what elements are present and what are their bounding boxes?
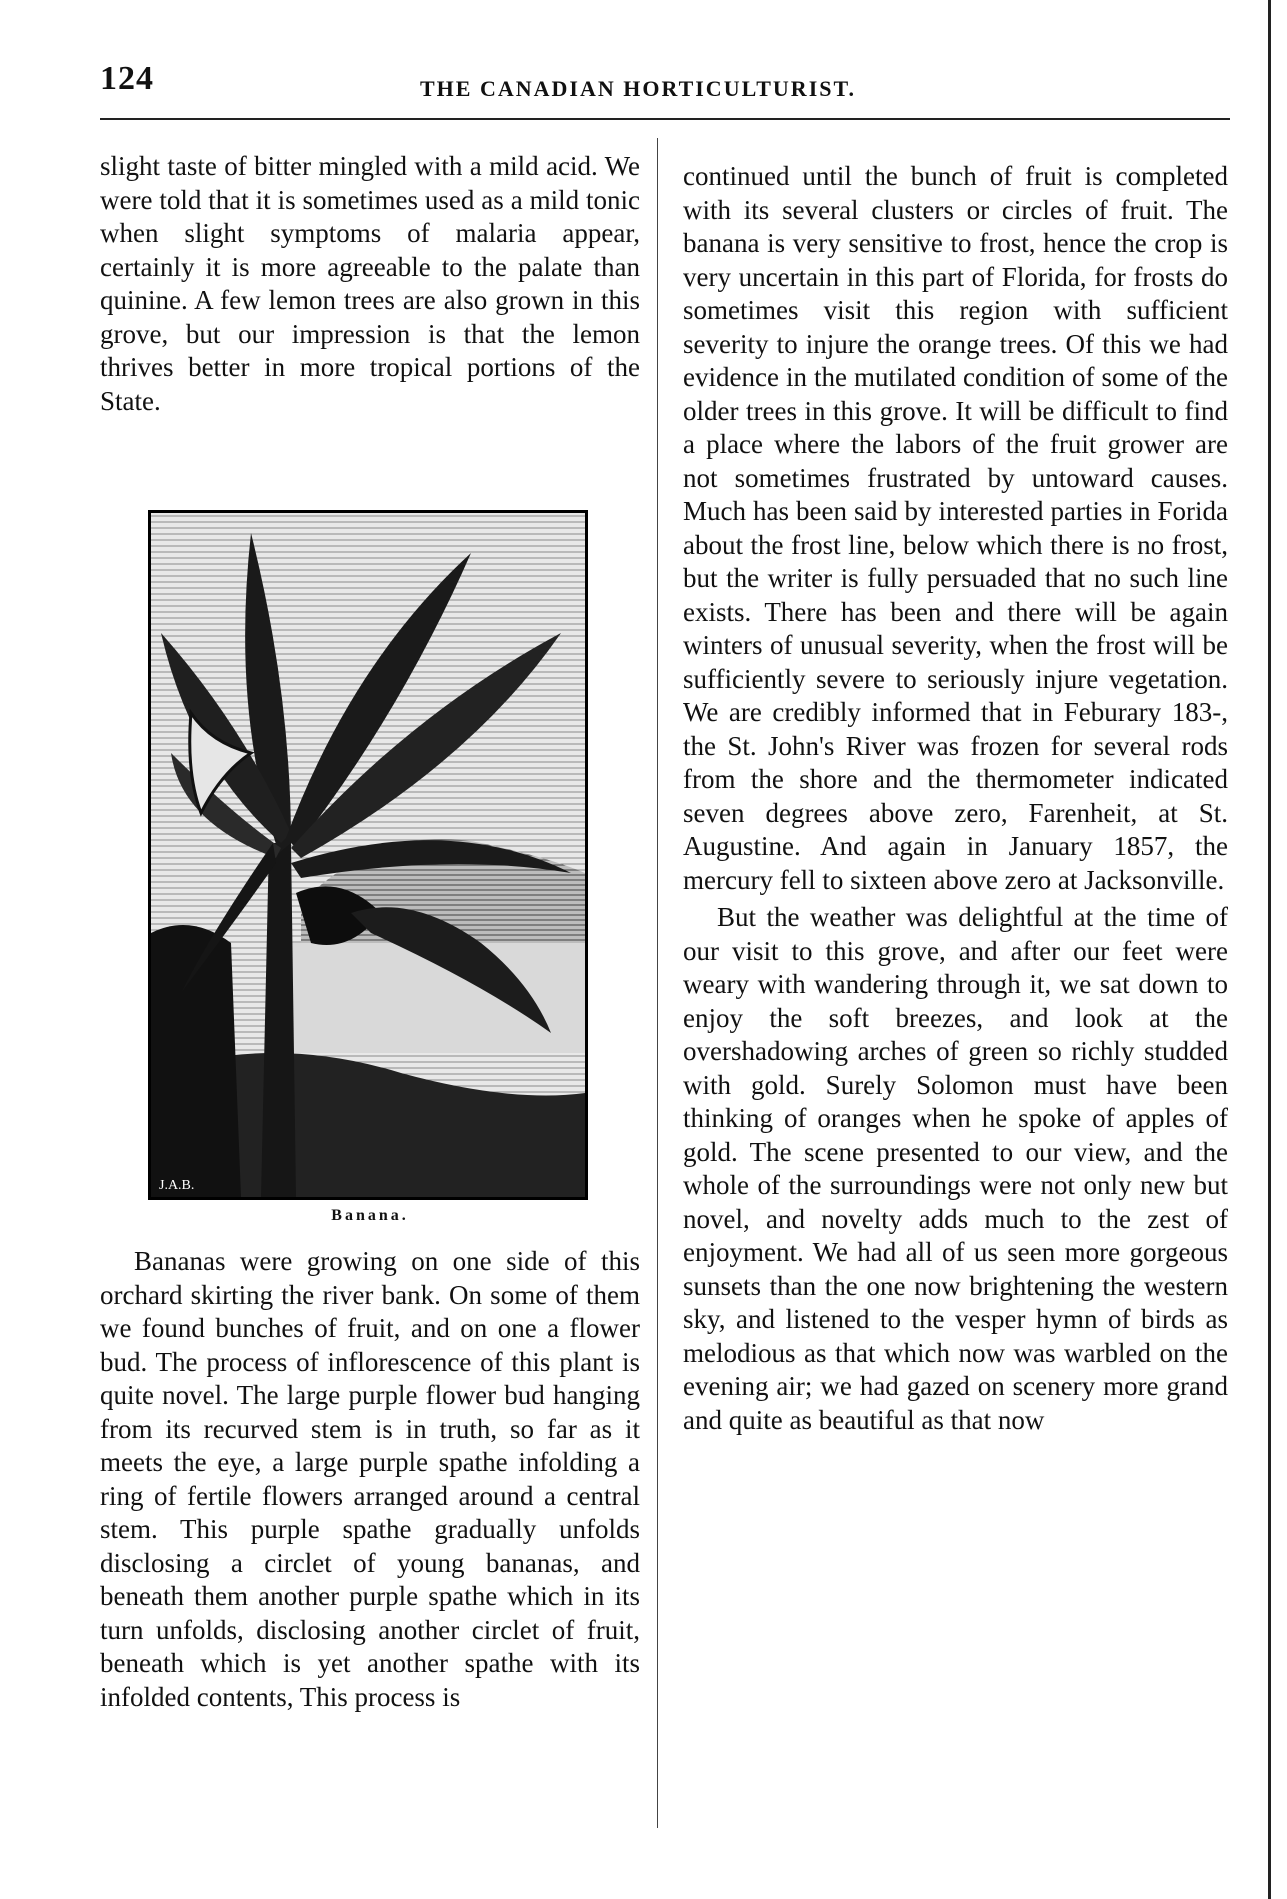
- left-paragraph-2: Bananas were growing on one side of this orchard skirting the river bank. On some of them we found bunches of fruit, and on one a flower bud. The process of inflorescence of this plant is quite novel. The large purple flower bud hanging from its recurved stem is in truth, so far as it meets the eye, a large purple spathe infolding a ring of fertile flowers arranged around a central stem. This purple spathe gradually unfolds disclosing a circlet of young bananas, and beneath them another purple spathe which in its turn unfolds, disclosing another circlet of fruit, beneath which is yet another spathe with its infolded contents, This process is: [100, 1246, 640, 1712]
- left-column-top: [100, 150, 640, 418]
- header-rule: [100, 118, 1230, 120]
- banana-engraving-icon: [151, 513, 585, 1197]
- running-title: THE CANADIAN HORTICULTURIST.: [420, 76, 857, 101]
- left-column-bottom: [100, 1245, 640, 1714]
- left-paragraph-1: slight taste of bitter mingled with a mild acid. We were told that it is sometimes used as a mild tonic when slight symptoms of malaria appear, certainly it is more agreeable to the palate than quinine. A few lemon trees are also grown in this grove, but our impression is that the lemon thrives better in more tropical portions of the State.: [100, 151, 640, 416]
- page-number: 124: [100, 60, 154, 97]
- right-column: [683, 160, 1228, 1437]
- column-divider: [657, 138, 658, 1828]
- figure-caption: Banana.: [331, 1207, 409, 1224]
- right-paragraph-1: continued until the bunch of fruit is completed with its several clusters or circles of fruit. The banana is very sensitive to frost, hence the crop is very uncertain in this part of Florida, for frosts do sometimes visit this region with sufficient severity to injure the orange trees. Of this we had evidence in the mutilated condition of some of the older trees in this grove. It will be difficult to find a place where the labors of the fruit grower are not sometimes frustrated by untoward causes. Much has been said by interested parties in Forida about the frost line, below which there is no frost, but the writer is fully persuaded that no such line exists. There has been and there will be again winters of unusual severity, when the frost will be sufficiently severe to seriously injure vegetation. We are credibly informed that in Feburary 183-, the St. John's River was frozen for several rods from the shore and the thermometer indicated seven degrees above zero, Farenheit, at St. Augustine. And again in January 1857, the mercury fell to sixteen above zero at Jacksonville.: [683, 161, 1228, 895]
- svg-text:J.A.B.: J.A.B.: [159, 1178, 195, 1193]
- right-paragraph-2: But the weather was delightful at the time of our visit to this grove, and after our feet were weary with wandering through it, we sat down to enjoy the soft breezes, and look at the overshadowing arches of green so richly studded with gold. Surely Solomon must have been thinking of oranges when he spoke of apples of gold. The scene presented to our view, and the whole of the surroundings were not only new but novel, and novelty adds much to the zest of enjoyment. We had all of us seen more gorgeous sunsets than the one now brightening the western sky, and listened to the vesper hymn of birds as melodious as that which now was warbled on the evening air; we had gazed on scenery more grand and quite as beautiful as that now: [683, 902, 1228, 1435]
- page-edge-mark: [1268, 0, 1271, 1899]
- banana-illustration: [148, 510, 588, 1200]
